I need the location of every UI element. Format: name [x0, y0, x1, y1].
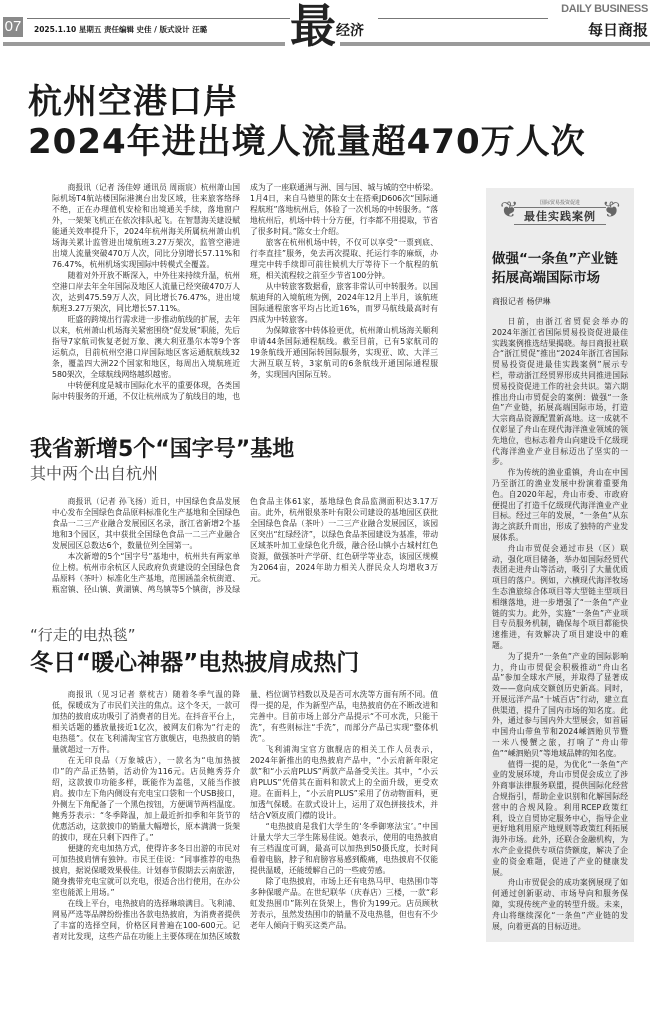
article1-headline-line2: 2024年进出境人流量超470万人次	[28, 122, 586, 162]
article2-headline: 我省新增5个“国字号”基地	[30, 437, 295, 462]
header-rule-left	[3, 42, 285, 46]
paragraph: 舟山市贸促会通过市县（区）联动，强化项目储备，举办如国际经贸代表团走进舟山等活动，吸引了大量优质项目的落户。例如，六横现代海洋牧场生态渔旅综合体项目等大型链主型项目相继落地，进一步增强了“一条鱼”产业链的实力。此外，实施“一条鱼”产业项目专员服务机制，确保每个项目都能快速推进，有效解决了项目建设中的难题。	[492, 543, 628, 650]
sidebar-feature	[486, 188, 634, 942]
paragraph: 商报讯（记者 汤佳婷 通讯员 周雨宸）杭州萧山国际机场T4航站楼国际港澳台出发区域，往来旅客络绎不绝，正在办理值机安检和出境通关手续，落地窗户外，一架架飞机正在依次排队起飞。在智慧海关建设赋能通关效率提升下，2024年杭州海关所属杭州萧山机场海关累计监管进出境航班3.27万架次，监管空港进出境人流量突破470万人次，同比分别增长57.11%和76.47%，杭州机场实现国际中转模式全覆盖。	[52, 183, 240, 269]
paragraph: 本次新增的5个“国字号”基地中，杭州共有两家单位上榜。杭州市余杭区人民政府负责建设的全国绿色食品原料（茶叶）标准化生产基地，范围涵盖余杭街道、瓶窑镇、径山镇、黄湖镇、鸬鸟镇等5个镇街，涉及绿色食品主体61家，基地绿色食品监测面积达3.17万亩。此外，杭州银泉茶叶有限公司建设的基地园区获批全国绿色食品（茶叶）一二三产业融合发展园区，该园区突出“红绿经济”，以绿色食品茶园建设为基准，带动区域茶叶加工业绿色化升级，融合径山镇小古城村红色资源，做强茶叶产学研、红色研学等业态，该园区规模为2064亩，2024年助力相关人群民众人均增收3万元。	[52, 497, 438, 594]
paragraph: 旺盛的跨境出行需求进一步推动航线的扩展，去年以来，杭州萧山机场海关紧密围绕“促发展”职能，先后指导7家航司恢复老挝万象、澳大利亚墨尔本等9个客运航点，目前杭州空港口岸国际地区客运通航航线32条，覆盖四大洲22个国家和地区，每周出入境航班近580架次，全球航线网络越织越密。	[52, 315, 240, 379]
paragraph: 中转便利度是城市国际化水平的重要体现，各类国际中转服务的开通，不仅让杭州成为了航线目的地，也成为了一座联通洲与洲、国与国、城与城的空中桥梁。1月4日，来自马德里的陈女士在搭乘JD606次“国际通程航班”落地杭州后，体验了一次机场的中转服务。“落地杭州后，机场中转十分方便，行李都不用提取，节省了很多时间。”陈女士介绍。	[52, 183, 438, 401]
paragraph: 作为传统的渔业重镇，舟山在中国乃至浙江的渔业发展中扮演着重要角色。自2020年起，舟山市委、市政府便提出了打造千亿级现代海洋渔业产业目标。经过三年的发展，“一条鱼”从东海之滨跃升而出，形成了独特的产业发展体系。	[492, 468, 628, 542]
award-top-text: 国际贸易投资促进	[539, 200, 580, 206]
paragraph: 便捷的充电加热方式，使得许多冬日出游的市民对可加热披肩情有独钟。市民王佳说：“同事推荐的电热披肩，据说保暖效果极佳。计划春节假期去云南旅游，随身携带充电宝就可以充电，很适合出行使用，在办公室也能派上用场。”	[52, 844, 240, 897]
paragraph: 除了电热披肩，市场上还有电热马甲、电热围巾等多种保暖产品。在世纪联华（庆春店）三楼，一款“彩虹发热围巾”陈列在货架上，售价为199元。店员顾秋芳表示，虽然发热围巾的销量不及电热毯，但也有不少老年人倾向于购买这类产品。	[250, 877, 438, 930]
sidebar-headline-line2: 拓展高端国际市场	[492, 270, 600, 286]
sidebar-body	[492, 317, 628, 932]
award-title: 最佳实践案例	[514, 207, 606, 225]
paragraph: 在无印良品（万象城店），一款名为“电加热披巾”的产品正热销，活动价为116元。店员鲍秀芬介绍，这款披巾功能多样，既能作为盖毯，又能当作披肩。披巾左下角内侧设有充电宝口袋和一个USB接口，外侧左下角配备了一个黑色按钮，方便调节两档温度。鲍秀芬表示：“冬季降温，加上最近折扣季和年货节的优惠活动，这款披巾的销量大幅增长，原本满满一货架的披巾，现在只剩下四件了。”	[52, 756, 240, 842]
header-rule-top-left	[27, 18, 290, 19]
page-number: 07	[4, 18, 22, 35]
paragraph: 为保障旅客中转体验更优，杭州萧山机场海关顺利申请44条国际通程航线。截至目前，已有5家航司的19条航线开通国际转国际服务，实现亚、欧、大洋三大洲互联互转，3家航司的6条航线开通国际通程服务，实现国内国际互转。	[250, 326, 438, 379]
paragraph: 为了提升“一条鱼”产业的国际影响力，舟山市贸促会积极推动“舟山名品”参加全球水产展，并取得了显著成效——意向成交额创历史新高。同时，开展远洋产品“十城百店”行动，建立直供渠道，提升了国内市场的知名度。此外，通过参与国内外大型展会，如首届中国舟山带鱼节和2024嵊泗贻贝节暨一米八慢蟹之旅，打响了“舟山带鱼”“嵊泗贻贝”等地域品牌的知名度。	[492, 651, 628, 758]
article2-body	[52, 496, 438, 595]
sidebar-headline	[492, 250, 628, 288]
article3-kicker: “行走的电热毯”	[30, 626, 136, 644]
award-badge	[500, 196, 620, 232]
paragraph: 旅客在杭州机场中转，不仅可以享受“一票到底、行李直挂”服务，免去再次提取、托运行李的麻烦，办理完中转手续即可前往候机大厅等待下一个航程的航班，相关流程较之前至少节省100分钟。	[250, 238, 438, 280]
sidebar-byline: 商报记者 杨伊琳	[492, 297, 551, 306]
paragraph: 随着对外开放不断深入，中外往来持续升温，杭州空港口岸去年全年国际及地区人流量已经突破470万人次，达到475.59万人次，同比增长76.47%，进出境航班3.27万架次，同比增长57.11%。	[52, 271, 240, 313]
header-rule-right	[340, 42, 650, 46]
section-name: 经济	[336, 23, 364, 39]
laurel-right-icon: ❦	[601, 198, 620, 223]
dateline: 2025.1.10 星期五 责任编辑 史佳 / 版式设计 汪璐	[34, 25, 208, 34]
laurel-left-icon: ❦	[500, 198, 519, 223]
paragraph: 舟山市贸促会的成功案例展现了如何通过创新驱动、市场导向和服务保障，实现传统产业的转型升级。未来，舟山将继续深化“一条鱼”产业链的发展，向着更高的目标迈进。	[492, 878, 628, 931]
paragraph: “电热披肩是我们大学生的‘冬季御寒法宝’。”中国计量大学大三学生陈易佳说。她表示，使用的电热披肩有三档温度可调，最高可以加热到50摄氏度，长时间看着电脑，脖子和肩膀容易感到酸痛，电热披肩不仅能提供温暖，还能缓解自己的一些疲劳感。	[250, 822, 438, 875]
paragraph: 值得一提的是，为优化“一条鱼”产业的发展环境，舟山市贸促会成立了涉外商事法律服务联盟，提供国际化经营合规指引，帮助企业识别和化解国际经营中的合规风险。利用RCEP政策红利，设立自贸协定服务中心，指导企业更好地利用原产地规则等政策红利拓展海外市场。此外，还联合金融机构，为水产企业提供专项信贷额度，解决了企业的资金难题，促进了产业的健康发展。	[492, 759, 628, 877]
article1-headline-line1: 杭州空港口岸	[28, 82, 238, 122]
article3-headline: 冬日“暖心神器”电热披肩成热门	[30, 650, 360, 676]
brand-chinese: 每日商报	[587, 21, 648, 39]
article1-body	[52, 182, 438, 402]
paragraph: 日前，由浙江省贸促会举办的2024年浙江省国际贸易投资促进最佳实践案例推选结果揭晓。每日商报社联合“浙江贸促”推出“2024年浙江省国际贸易投资促进最佳实践案例”展示专栏，带动浙江经贸界形成共同推进国际贸易投资促进工作的社会共识。第六期推出舟山市贸促会的案例：做强“一条鱼”产业链，拓展高端国际市场，打造大宗商品资源配置新高地。这一成就不仅彰显了舟山在现代海洋渔业领域的领先地位，也标志着舟山向建设千亿级现代海洋渔业产业目标迈出了坚实的一步。	[492, 317, 628, 467]
paragraph: 商报讯（见习记者 蔡枕吉）随着冬季气温的降低，保暖成为了市民们关注的焦点。这个冬天，一款可加热的披肩成功吸引了消费者的目光。在抖音平台上，相关话题的播放量接近1亿次，被网友们称为“行走的电热毯”。仅在飞利浦淘宝官方旗舰店，电热披肩的销量就超过一万件。	[52, 690, 240, 754]
paragraph: 商报讯（记者 孙飞扬）近日，中国绿色食品发展中心发布全国绿色食品原料标准化生产基地和全国绿色食品一二三产业融合发展园区名录，浙江省新增2个基地和3个园区，其中获批全国绿色食品一二三产业融合发展园区总数达6个，数量位列全国第一。	[52, 497, 240, 550]
paragraph: 在线上平台，电热披肩的选择琳琅满目。飞利浦、网易严选等品牌纷纷推出各款电热披肩，为消费者提供了丰富的选择空间，价格区间普遍在100-600元。记者对比发现，这些产品在功能上主要体现在加热区域数量、档位调节档数以及是否可水洗等方面有所不同。值得一提的是，作为新型产品，电热披肩仍在不断改进和完善中。目前市场上部分产品提示“不可水洗，只能干洗”，有些则标注“手洗”，而部分产品已实现“整体机洗”。	[52, 690, 438, 941]
paragraph: 从中转旅客数据看，旅客非常认可中转服务。以国航迪拜的入境航班为例，2024年12月上半月，该航班国际通程旅客平均占比近16%，而罗马航线最高时有四成为中转旅客。	[250, 282, 438, 324]
article3-body	[52, 689, 438, 942]
section-emblem: 最	[290, 0, 336, 53]
paragraph: 飞利浦淘宝官方旗舰店的相关工作人员表示，2024年新推出的电热披肩产品中，“小云肩新年限定款”和“小云肩PLUS”两款产品备受关注。其中，“小云肩PLUS”凭借其在面料和款式上的全面升级，更受欢迎。在面料上，“小云肩PLUS”采用了仿动物面料，更加透气保暖。在款式设计上，运用了双色拼接技术，并结合V领皮质门襟的设计。	[250, 745, 438, 820]
header-rule-top-right	[378, 18, 548, 19]
brand-english: DAILY BUSINESS	[561, 3, 648, 15]
article2-subheadline: 其中两个出自杭州	[30, 464, 159, 483]
sidebar-headline-line1: 做强“一条鱼”产业链	[492, 251, 618, 267]
